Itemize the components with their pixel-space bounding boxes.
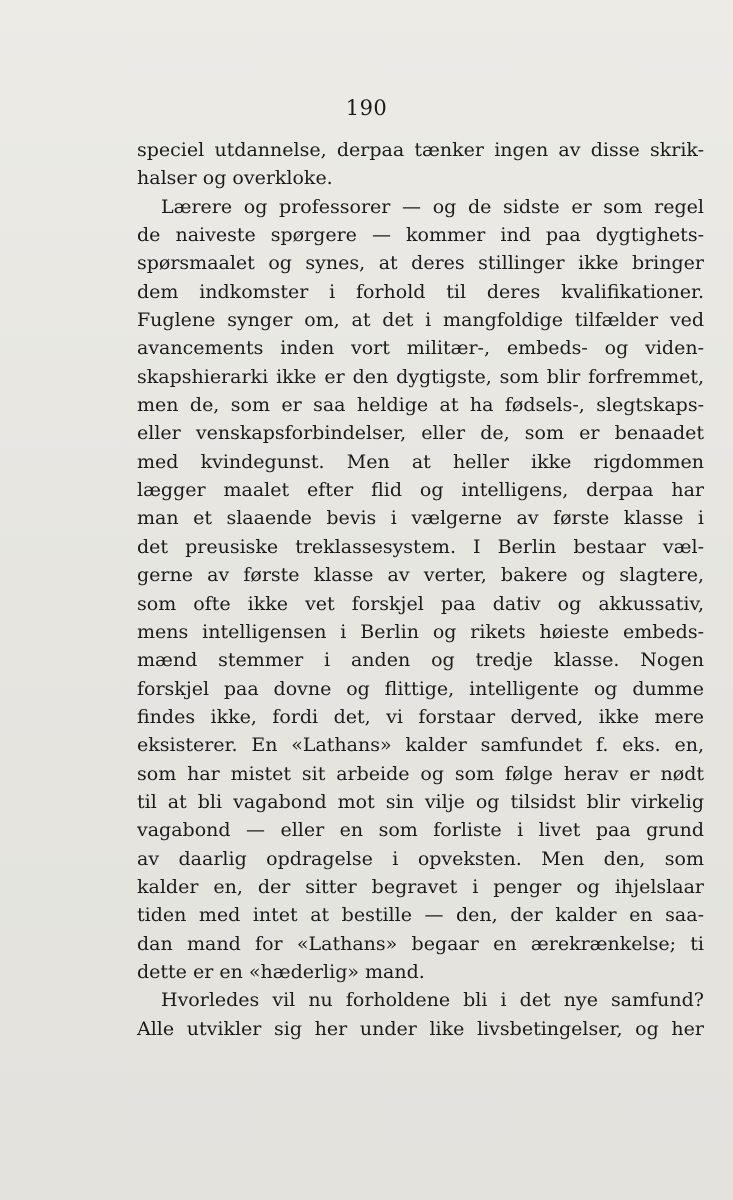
text-line: man et slaaende bevis i vælgerne av første klasse i <box>137 507 704 530</box>
text-line: mænd stemmer i anden og tredje klasse. Nogen <box>137 649 704 672</box>
text-line: speciel utdannelse, derpaa tænker ingen av disse skrik- <box>137 139 704 161</box>
text-line: som har mistet sit arbeide og som følge herav er nødt <box>137 762 704 785</box>
text-line: Lærere og professorer — og de sidste er som regel <box>161 195 704 218</box>
text-line: kalder en, der sitter begravet i penger og ihjelslaar <box>137 875 704 898</box>
text-line: Hvorledes vil nu forholdene bli i det nye samfund? <box>161 989 704 1012</box>
text-line: spørsmaalet og synes, at deres stillinger ikke bringer <box>137 252 704 275</box>
text-line: de naiveste spørgere — kommer ind paa dygtighets- <box>137 224 704 247</box>
body-text <box>137 136 704 1043</box>
text-line: vagabond — eller en som forliste i livet paa grund <box>137 819 704 842</box>
text-line: men de, som er saa heldige at ha fødsels-, slegtskaps- <box>137 394 704 417</box>
text-line: findes ikke, fordi det, vi forstaar derved, ikke mere <box>137 705 704 728</box>
text-line: skapshierarki ikke er den dygtigste, som blir forfremmet, <box>137 365 704 388</box>
page-number: 190 <box>345 96 388 120</box>
text-line: dem indkomster i forhold til deres kvalifikationer. <box>137 280 704 303</box>
text-line: forskjel paa dovne og flittige, intelligente og dumme <box>137 677 704 700</box>
text-line: eksisterer. En «Lathans» kalder samfundet f. eks. en, <box>137 734 704 757</box>
text-line: eller venskapsforbindelser, eller de, som er benaadet <box>137 422 704 445</box>
text-line: med kvindegunst. Men at heller ikke rigdommen <box>137 450 704 473</box>
text-line: dan mand for «Lathans» begaar en ærekrænkelse; ti <box>137 932 704 955</box>
text-line: det preusiske treklassesystem. I Berlin bestaar væl- <box>137 535 704 558</box>
text-line: avancements inden vort militær-, embeds- og viden- <box>137 337 704 360</box>
text-line: gerne av første klasse av verter, bakere og slagtere, <box>137 564 704 587</box>
text-line: som ofte ikke vet forskjel paa dativ og akkussativ, <box>137 592 704 615</box>
text-line: mens intelligensen i Berlin og rikets høieste embeds- <box>137 620 704 643</box>
text-line: tiden med intet at bestille — den, der kalder en saa- <box>137 904 704 927</box>
text-line: til at bli vagabond mot sin vilje og tilsidst blir virkelig <box>137 790 704 813</box>
text-line: halser og overkloke. <box>137 167 333 190</box>
text-line: Alle utvikler sig her under like livsbetingelser, og her <box>137 1017 704 1040</box>
text-line: lægger maalet efter flid og intelligens, derpaa har <box>137 479 704 502</box>
text-line: dette er en «hæderlig» mand. <box>137 960 425 983</box>
text-line: Fuglene synger om, at det i mangfoldige tilfælder ved <box>137 309 704 332</box>
text-line: av daarlig opdragelse i opveksten. Men den, som <box>137 847 704 870</box>
